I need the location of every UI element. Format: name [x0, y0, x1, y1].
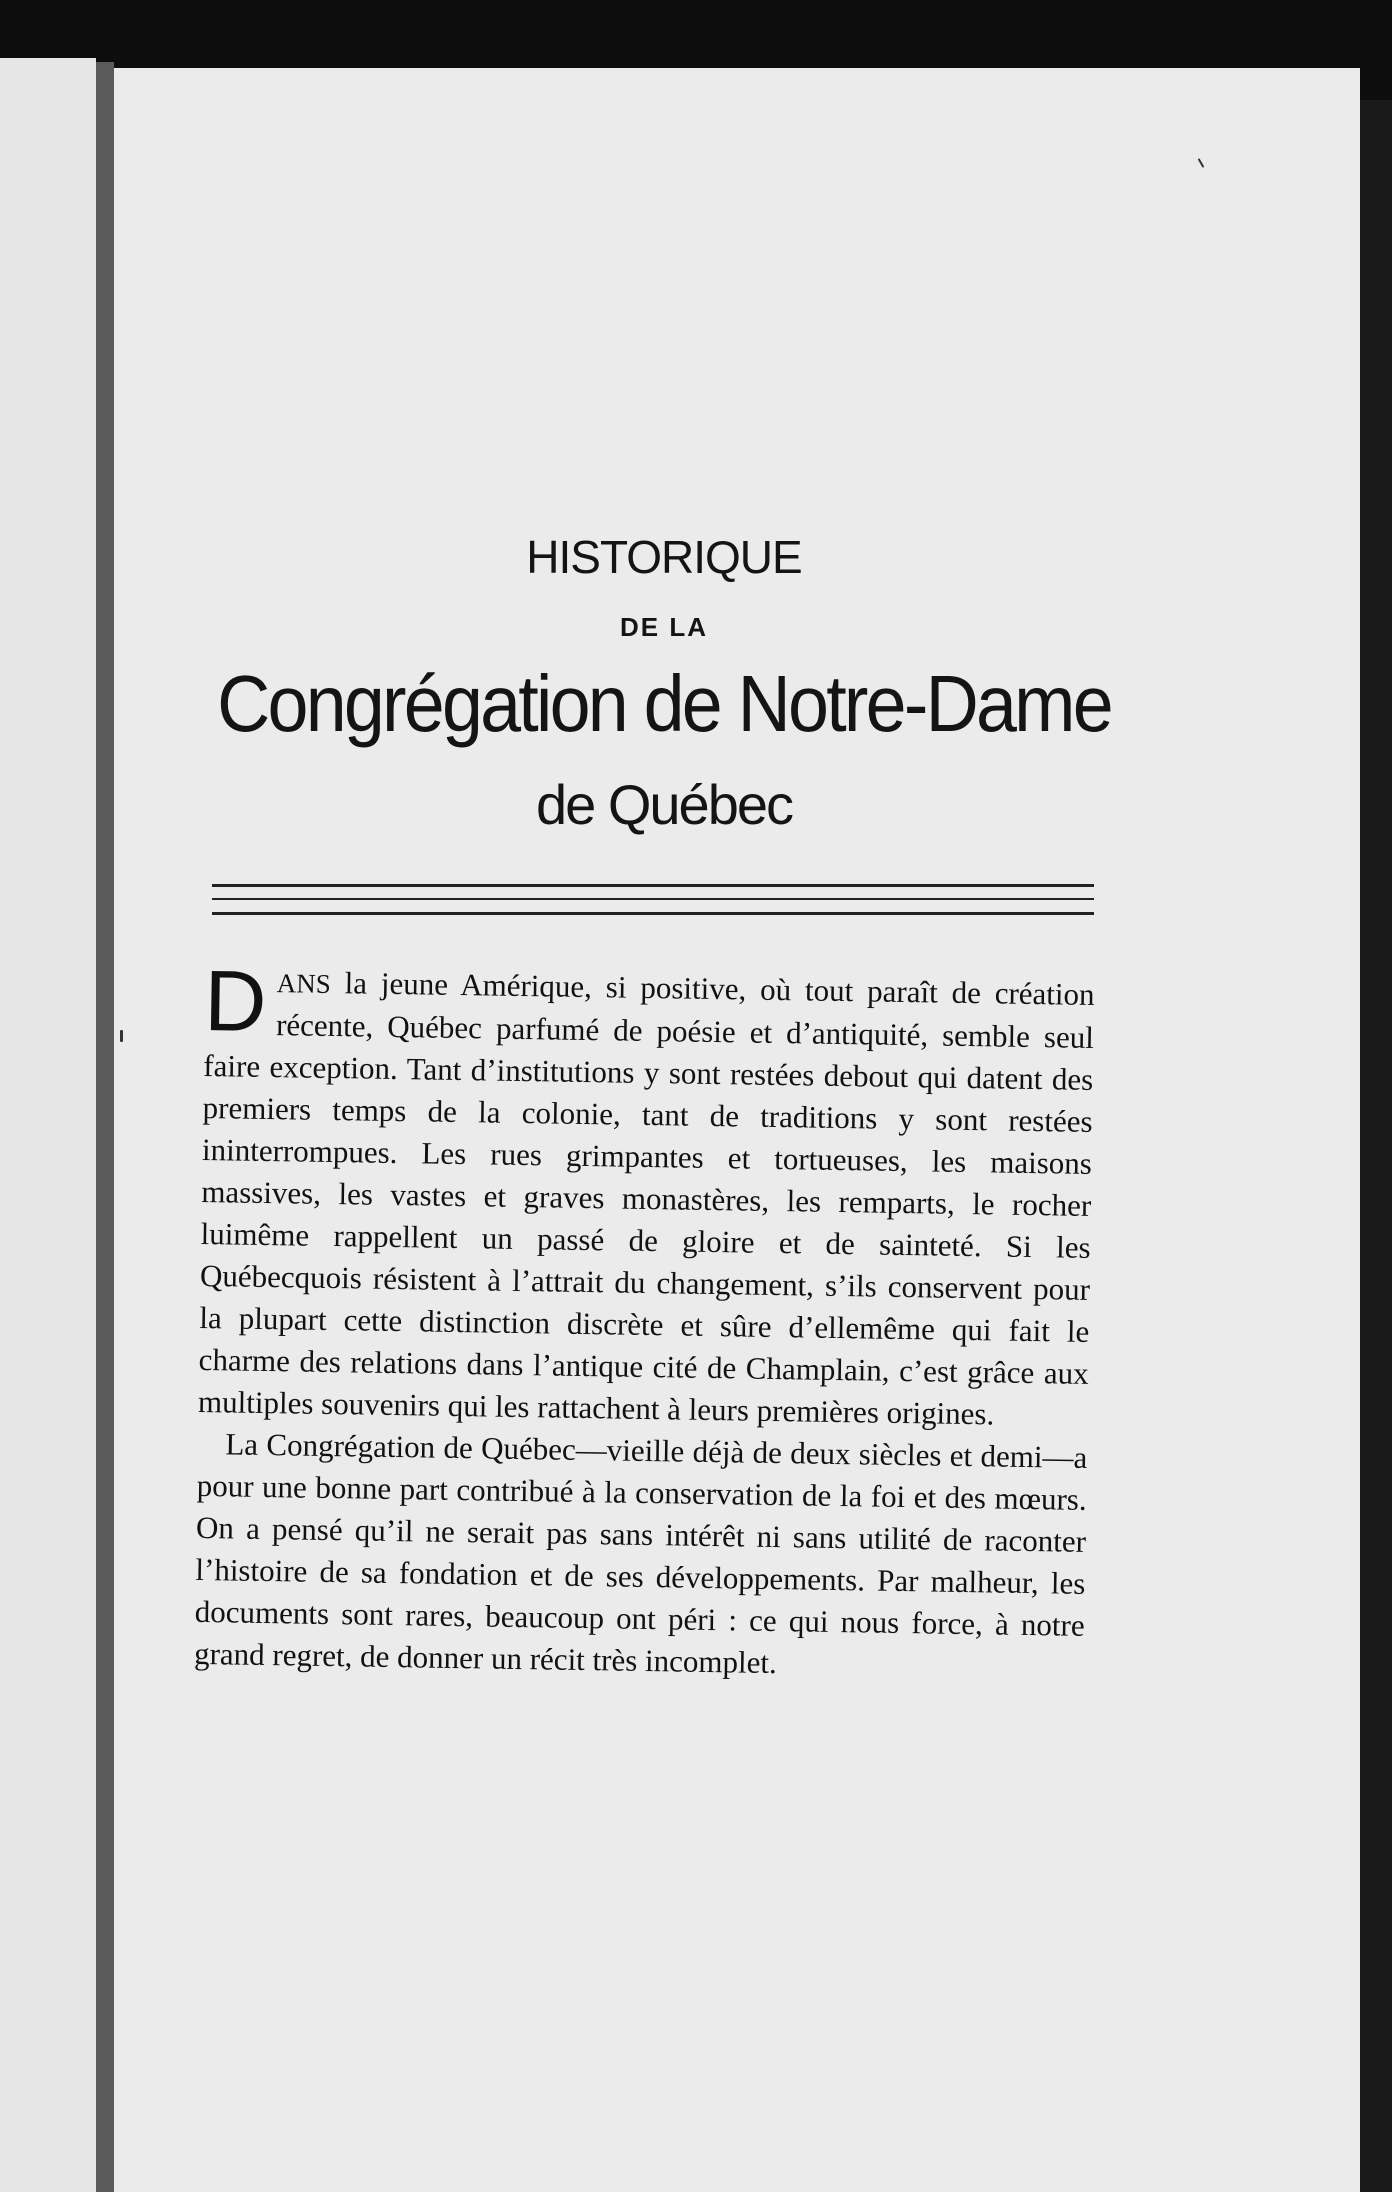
- left-page-edge: [0, 58, 96, 2192]
- drop-cap: D: [203, 953, 268, 1050]
- right-scan-border: [1360, 100, 1392, 2192]
- heading-de-la: DE LA: [620, 612, 708, 642]
- heading-de-quebec: de Québec: [536, 773, 792, 836]
- paragraph-1: [197, 953, 1095, 1437]
- decorative-rule-middle: [212, 898, 1094, 900]
- body-text: [193, 953, 1095, 1689]
- decorative-rule-bottom: [212, 912, 1094, 915]
- paragraph-1-text: la jeune Amérique, si positive, où tout paraît de création récente, Québec parfumé de poésie et d’antiquité, semble seul faire exception. Tant d’institutions y sont restées debout qui datent des premiers temps de la colonie, tant de traditions y sont restées ininterrompues. Les rues grimpantes et tortueuses, les maisons massives, les vastes et graves monastères, les remparts, le rocher luimême rappellent un passé de gloire et de sainteté. Si les Québecquois résistent à l’attrait du changement, s’ils conservent pour la plupart cette distinction discrète et sûre d’ellemême qui fait le charme des relations dans l’antique cité de Champlain, c’est grâce aux multiples souvenirs qui les rattachent à leurs premières origines.: [197, 964, 1095, 1432]
- paragraph-2: La Congrégation de Québec—vieille déjà de deux siècles et demi—a pour une bonne part contribué à la conservation de la foi et des mœurs. On a pensé qu’il ne serait pas sans intérêt ni sans utilité de raconter l’histoire de sa fondation et de ses développements. Par malheur, les documents sont rares, beaucoup ont péri : ce qui nous force, à notre grand regret, de donner un récit très incomplet.: [193, 1426, 1088, 1681]
- paragraph-1-smallcaps: ANS: [276, 968, 331, 999]
- decorative-rule-top: [212, 884, 1094, 887]
- heading-congregation-title: Congrégation de Notre-Dame: [217, 659, 1111, 748]
- book-gutter: [96, 62, 114, 2192]
- scan-speck: [120, 1030, 123, 1042]
- heading-historique: HISTORIQUE: [526, 531, 802, 583]
